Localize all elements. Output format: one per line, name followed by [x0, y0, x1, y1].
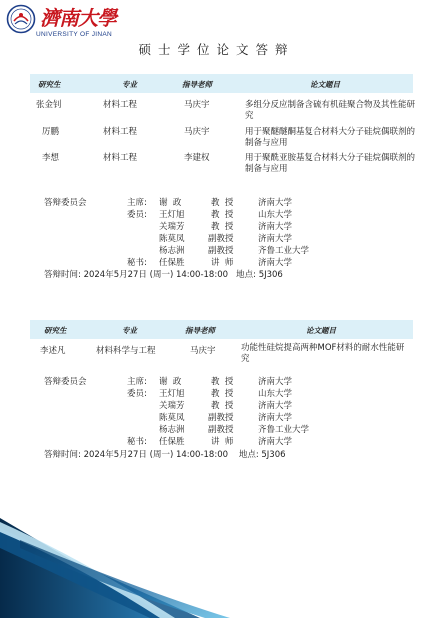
committee-rank: 教 授 — [211, 377, 234, 387]
committee-label: 答辩委员会 — [44, 198, 87, 208]
committee-role: 秘书: — [127, 437, 147, 447]
committee-org: 济南大学 — [258, 377, 293, 387]
committee-rank: 副教授 — [208, 413, 234, 423]
committee-role: 秘书: — [127, 258, 147, 268]
committee-name: 谢 政 — [159, 198, 182, 208]
committee-rank: 教 授 — [211, 389, 234, 399]
col-student: 研究生 — [44, 326, 67, 335]
table-header — [30, 74, 413, 93]
committee-rank: 讲 师 — [211, 437, 234, 447]
committee-name: 任保胜 — [159, 437, 185, 447]
decorative-swoosh — [0, 470, 433, 618]
committee-name: 谢 政 — [159, 377, 182, 387]
committee-name: 任保胜 — [159, 258, 185, 268]
committee-role: 委员: — [127, 389, 147, 399]
committee-org: 济南大学 — [258, 198, 293, 208]
committee-org: 济南大学 — [258, 437, 293, 447]
committee-role: 主席: — [127, 377, 147, 387]
committee-rank: 教 授 — [211, 198, 234, 208]
committee-role: 委员: — [127, 210, 147, 220]
committee-label: 答辩委员会 — [44, 377, 87, 387]
committee-org: 齐鲁工业大学 — [258, 246, 310, 256]
university-name-en: UNIVERSITY OF JINAN — [36, 31, 113, 38]
student-name: 厉鹏 — [42, 127, 60, 137]
student-major: 材料工程 — [103, 153, 138, 163]
committee-name: 杨志洲 — [159, 425, 185, 435]
committee-org: 济南大学 — [258, 234, 293, 244]
committee-name: 王灯旭 — [159, 210, 185, 220]
committee-rank: 教 授 — [211, 222, 234, 232]
col-advisor: 指导老师 — [182, 80, 212, 89]
committee-rank: 副教授 — [208, 246, 234, 256]
committee-name: 关瑞芳 — [159, 222, 185, 232]
student-major: 材料工程 — [103, 100, 138, 110]
committee-name: 陈莫凤 — [159, 234, 185, 244]
student-major: 材料科学与工程 — [96, 346, 156, 356]
student-name: 李想 — [42, 153, 60, 163]
student-major: 材料工程 — [103, 127, 138, 137]
committee-org: 齐鲁工业大学 — [258, 425, 310, 435]
committee-role: 主席: — [127, 198, 147, 208]
student-name: 李述凡 — [40, 346, 66, 356]
student-advisor: 李建权 — [184, 153, 210, 163]
col-thesis-title: 论文题目 — [310, 80, 340, 89]
defense-time-location: 答辩时间: 2024年5月27日 (周一) 14:00-18:00 地点: 5J306 — [44, 450, 286, 460]
committee-name: 关瑞芳 — [159, 401, 185, 411]
committee-org: 济南大学 — [258, 222, 293, 232]
university-name-cn: 濟南大學 — [40, 6, 116, 30]
col-thesis-title: 论文题目 — [306, 326, 336, 335]
student-advisor: 马庆宇 — [184, 127, 210, 137]
committee-name: 杨志洲 — [159, 246, 185, 256]
thesis-title: 用于聚醚醚酮基复合材料大分子硅烷偶联剂的制备与应用 — [245, 127, 416, 148]
university-logo — [6, 2, 132, 42]
thesis-title: 用于聚酰亚胺基复合材料大分子硅烷偶联剂的制备与应用 — [245, 153, 416, 174]
committee-rank: 副教授 — [208, 234, 234, 244]
student-name: 张金钊 — [36, 100, 62, 110]
committee-rank: 副教授 — [208, 425, 234, 435]
committee-name: 陈莫凤 — [159, 413, 185, 423]
university-emblem-icon — [6, 4, 36, 34]
col-major: 专业 — [122, 326, 137, 335]
student-advisor: 马庆宇 — [190, 346, 216, 356]
col-student: 研究生 — [38, 80, 61, 89]
committee-name: 王灯旭 — [159, 389, 185, 399]
table-header — [30, 320, 413, 339]
committee-rank: 教 授 — [211, 401, 234, 411]
committee-org: 济南大学 — [258, 413, 293, 423]
committee-org: 山东大学 — [258, 389, 293, 399]
thesis-title: 功能性硅烷提高两种MOF材料的耐水性能研究 — [241, 343, 405, 364]
committee-org: 济南大学 — [258, 258, 293, 268]
col-advisor: 指导老师 — [185, 326, 215, 335]
committee-org: 济南大学 — [258, 401, 293, 411]
thesis-title: 多组分反应制备含硫有机硅聚合物及其性能研究 — [245, 100, 416, 121]
committee-rank: 教 授 — [211, 210, 234, 220]
committee-org: 山东大学 — [258, 210, 293, 220]
col-major: 专业 — [122, 80, 137, 89]
defense-time-location: 答辩时间: 2024年5月27日 (周一) 14:00-18:00 地点: 5J306 — [44, 270, 283, 280]
page-title: 硕士学位论文答辩 — [138, 42, 295, 57]
committee-rank: 讲 师 — [211, 258, 234, 268]
student-advisor: 马庆宇 — [184, 100, 210, 110]
